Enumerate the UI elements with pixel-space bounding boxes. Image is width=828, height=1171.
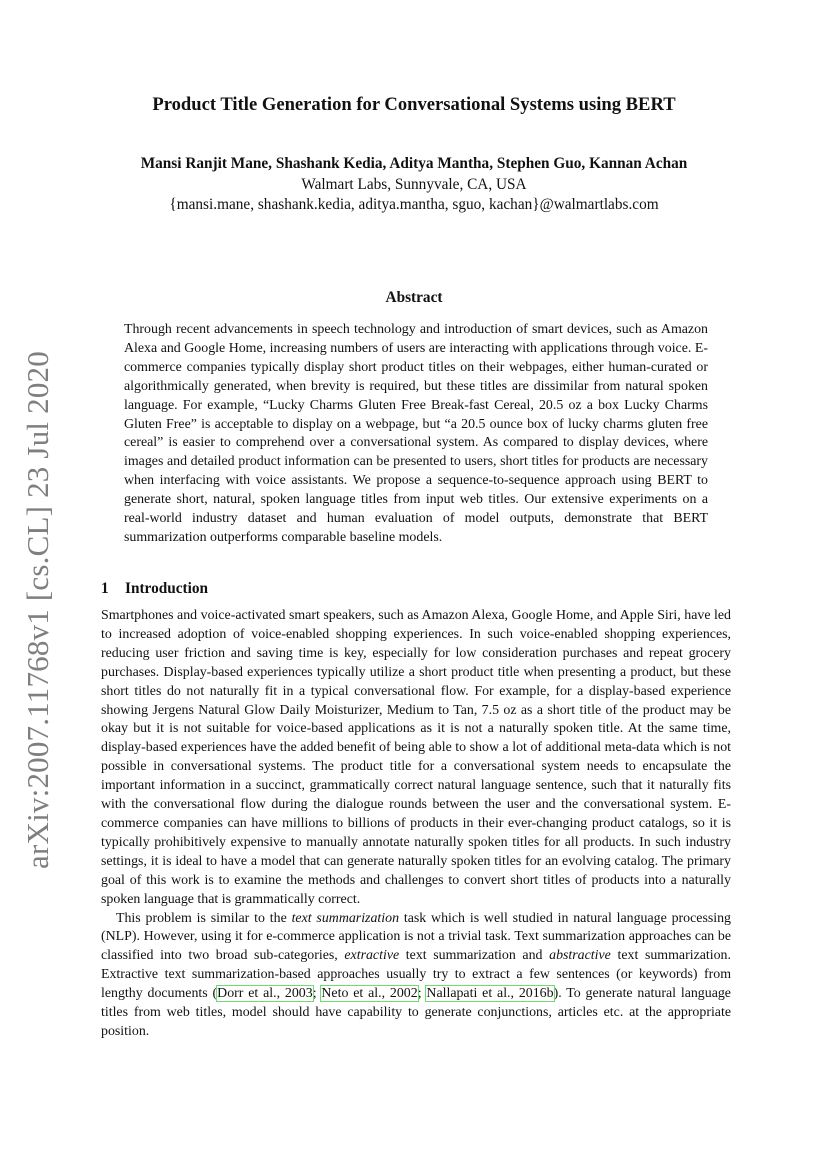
affiliation: Walmart Labs, Sunnyvale, CA, USA	[301, 176, 527, 193]
section-number: 1	[101, 580, 109, 597]
introduction-paragraph-1: Smartphones and voice-activated smart speakers, such as Amazon Alexa, Google Home, and Apple Siri, have led to increased adoption of voice-enabled shopping experiences. In such voice-enabled shopping experiences, reducing user friction and saving time is key, especially for low consideration purchases and repeat grocery purchases. Display-based experiences typically utilize a short product title when presenting a product, but these short titles do not naturally fit in a typical conversational flow. For example, for a display-based experience showing Jergens Natural Glow Daily Moisturizer, Medium to Tan, 7.5 oz as a short title of the product may be okay but it is not suitable for voice-based applications as it is not a naturally spoken title. At the same time, display-based experiences have the added benefit of being able to show a lot of additional meta-data which is not possible in conversational systems. The product title for a conversational system needs to encapsulate the important information in a succinct, grammatically correct natural language sentence, such that it naturally fits with the conversational flow during the dialogue rounds between the user and the conversational system. E-commerce companies can have millions to billions of products in their ever-changing product catalogs, so it is typically prohibitively expensive to manually annotate naturally spoken titles for all products. In such industry settings, it is ideal to have a model that can generate naturally spoken titles for an evolving catalog. The primary goal of this work is to examine the methods and challenges to convert short titles of products into a naturally spoken language that is grammatically correct.	[101, 608, 731, 907]
abstract-text: Through recent advancements in speech technology and introduction of smart devices, such as Amazon Alexa and Google Home, increasing numbers of users are interacting with applications through voice. E-commerce companies typically display short product titles on their webpages, either human-curated or algorithmically generated, when brevity is required, but these titles are dissimilar from natural spoken language. For example, “Lucky Charms Gluten Free Break-fast Cereal, 20.5 oz a box Lucky Charms Gluten Free” is acceptable to display on a webpage, but “a 20.5 ounce box of lucky charms gluten free cereal” is easier to comprehend over a conversational system. As compared to display devices, where images and detailed product information can be presented to users, short titles for products are necessary when interfacing with voice assistants. We propose a sequence-to-sequence approach using BERT to generate short, natural, spoken language titles from input web titles. Our extensive experiments on a real-world industry dataset and human evaluation of model outputs, demonstrate that BERT summarization outperforms comparable baseline models.	[124, 322, 708, 545]
section-heading-introduction	[101, 580, 208, 598]
citation-link-dorr-2003[interactable]: Dorr et al., 2003	[217, 986, 313, 1002]
emphasis-text: extractive	[344, 948, 400, 964]
citation-separator: ;	[417, 986, 427, 1002]
paper-title: Product Title Generation for Conversational Systems using BERT	[152, 94, 676, 115]
abstract-heading: Abstract	[385, 289, 443, 306]
paragraph-text: text summarization. Extractive text summarization-based approaches usually try to extract a few sentences (or keywords) from lengthy documents (	[101, 948, 731, 1002]
citation-link-nallapati-2016b[interactable]: Nallapati et al., 2016b	[426, 986, 554, 1002]
introduction-paragraph-2	[101, 910, 731, 1042]
author-list: Mansi Ranjit Mane, Shashank Kedia, Aditya Mantha, Stephen Guo, Kannan Achan	[140, 155, 688, 172]
paragraph-text: This problem is similar to the	[116, 910, 292, 926]
paragraph-text: task which is well studied in natural language processing (NLP). However, using it for e-commerce application is not a trivial task. Text summarization approaches can be classified into two broad sub-categories,	[101, 910, 732, 964]
paragraph-text: text summarization and	[399, 948, 550, 964]
introduction-body	[101, 607, 731, 1042]
author-emails: {mansi.mane, shashank.kedia, aditya.mantha, sguo, kachan}@walmartlabs.com	[169, 196, 659, 213]
emphasis-text: abstractive	[549, 948, 611, 964]
citation-separator: ;	[312, 986, 322, 1002]
section-title: Introduction	[125, 580, 209, 597]
arxiv-identifier: arXiv:2007.11768v1 [cs.CL] 23 Jul 2020	[20, 351, 55, 869]
paragraph-text: ). To generate natural language titles from web titles, model should have capability to generate conjunctions, articles etc. at the appropriate position.	[101, 986, 731, 1039]
citation-link-neto-2002[interactable]: Neto et al., 2002	[321, 986, 418, 1002]
emphasis-text: text summarization	[291, 910, 400, 926]
